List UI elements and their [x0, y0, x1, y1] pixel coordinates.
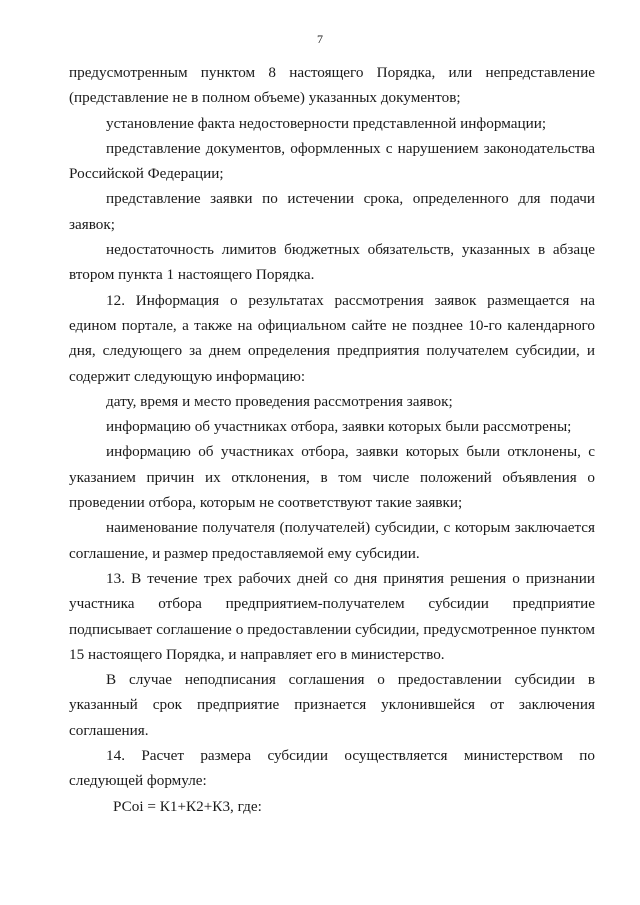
formula-line: РСоi = К1+К2+К3, где: — [113, 797, 262, 815]
page-number: 7 — [317, 32, 323, 46]
paragraph-list-item: дату, время и место проведения рассмотрения заявок; — [106, 392, 453, 410]
paragraph-list-item: наименование получателя (получателей) субсидии, с которым заключается соглашение, и размер предоставляемой ему субсидии. — [69, 519, 595, 562]
paragraph-continuation: предусмотренным пунктом 8 настоящего Порядка, или непредставление (представление не в полном объеме) указанных документов; — [69, 64, 595, 107]
paragraph-list-item: установление факта недостоверности представленной информации; — [106, 114, 547, 132]
paragraph-section-12: 12. Информация о результатах рассмотрения заявок размещается на едином портале, а также на официальном сайте не позднее 10-го календарного дня, следующего за днем определения предприятия получателем субсидии, и содержит следующую информацию: — [69, 291, 595, 385]
paragraph-list-item: информацию об участниках отбора, заявки которых были рассмотрены; — [106, 418, 572, 436]
paragraph-section-14: 14. Расчет размера субсидии осуществляется министерством по следующей формуле: — [69, 747, 595, 790]
paragraph-section-13: 13. В течение трех рабочих дней со дня принятия решения о признании участника отбора предприятием-получателем субсидии предприятие подписывает соглашение о предоставлении субсидии, предусмотренное пунктом 15 настоящего Порядка, и направляет его в министерство. — [69, 569, 595, 663]
paragraph-list-item: недостаточность лимитов бюджетных обязательств, указанных в абзаце втором пункта 1 настоящего Порядка. — [69, 241, 595, 284]
paragraph-list-item: информацию об участниках отбора, заявки которых были отклонены, с указанием причин их отклонения, в том числе положений объявления о проведении отбора, которым не соответствуют такие заявки; — [69, 443, 595, 512]
document-body — [69, 60, 595, 819]
paragraph: В случае неподписания соглашения о предоставлении субсидии в указанный срок предприятие признается уклонившейся от заключения соглашения. — [69, 671, 595, 739]
paragraph-list-item: представление документов, оформленных с нарушением законодательства Российской Федерации; — [69, 139, 595, 183]
paragraph-list-item: представление заявки по истечении срока, определенного для подачи заявок; — [69, 190, 595, 233]
